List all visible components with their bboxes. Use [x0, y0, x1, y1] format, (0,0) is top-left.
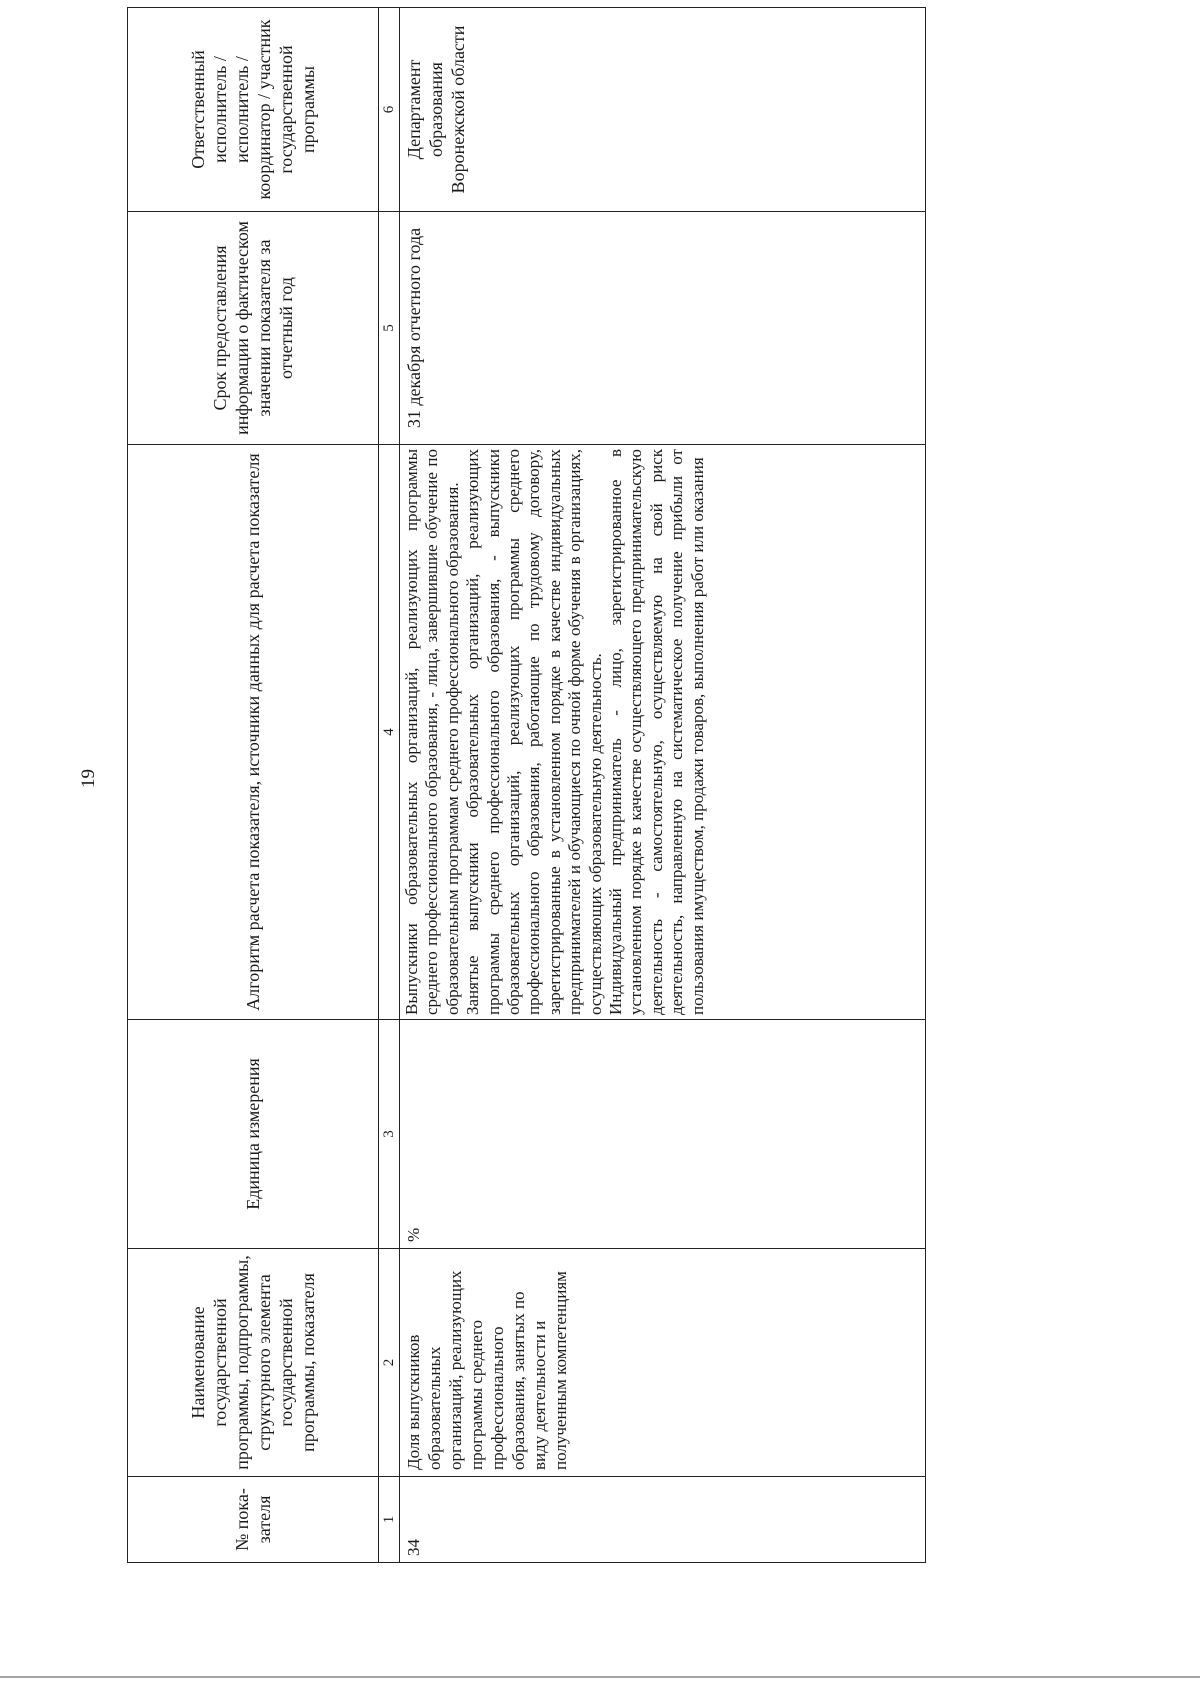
header-deadline: Срок предоставления информации о фактическом значении показателя за отчетный год [128, 212, 379, 445]
algorithm-paragraph: Индивидуальный предприниматель - лицо, зарегистрированное в установленном порядке в качестве осуществляющего предпринимательскую деятельность - самостоятельную, осуществляемую на свой риск деятельность, направленную на систематическое получение прибыли от пользования имуществом, продажи товаров, выполнения работ или оказания [606, 449, 707, 1015]
row-number: 34 [400, 1477, 926, 1563]
indicator-name: Доля выпускников образовательных организаций, реализующих программы среднего профессионального образования, занятых по виду деятельности и полученным компетенциям [400, 1249, 926, 1477]
column-number: 4 [379, 445, 400, 1020]
header-indicator-number: № пока-зателя [128, 1477, 379, 1563]
algorithm-paragraph: Занятые выпускники образовательных организаций, реализующих программы среднего профессионального образования, - выпускники образовательных организаций, реализующих программы среднего профессионального образования, работающие по трудовому договору, зарегистрированные в установленном порядке в качестве индивидуальных предпринимателей и обучающиеся по очной форме обучения в организациях, осуществляющих образовательную деятельность. [463, 449, 605, 1015]
indicator-unit: % [400, 1020, 926, 1249]
indicator-deadline: 31 декабря отчетного года [400, 212, 926, 445]
column-number-row [379, 8, 400, 1563]
indicator-algorithm [400, 445, 926, 1020]
scan-edge-line [0, 1676, 1200, 1678]
indicator-table [127, 7, 926, 1563]
table-header-row [128, 8, 379, 1563]
table-row [400, 8, 926, 1563]
column-number: 1 [379, 1477, 400, 1563]
header-program-name: Наименование государственной программы, подпрограммы, структурного элемента государственной программы, показателя [128, 1249, 379, 1477]
rotated-table-wrapper [127, 8, 926, 1563]
header-unit: Единица измерения [128, 1020, 379, 1249]
page-number: 19 [78, 769, 99, 788]
algorithm-paragraph: Выпускники образовательных организаций, реализующих программы среднего профессионального образования, - лица, завершившие обучение по образовательным программам среднего профессионального образования. [402, 449, 462, 1015]
column-number: 3 [379, 1020, 400, 1249]
column-number: 5 [379, 212, 400, 445]
indicator-responsible: Департамент образования Воронежской области [400, 8, 926, 212]
column-number: 6 [379, 8, 400, 212]
column-number: 2 [379, 1249, 400, 1477]
header-algorithm: Алгоритм расчета показателя, источники данных для расчета показателя [128, 445, 379, 1020]
header-responsible: Ответственный исполнитель / исполнитель / координатор / участник государственной программы [128, 8, 379, 212]
